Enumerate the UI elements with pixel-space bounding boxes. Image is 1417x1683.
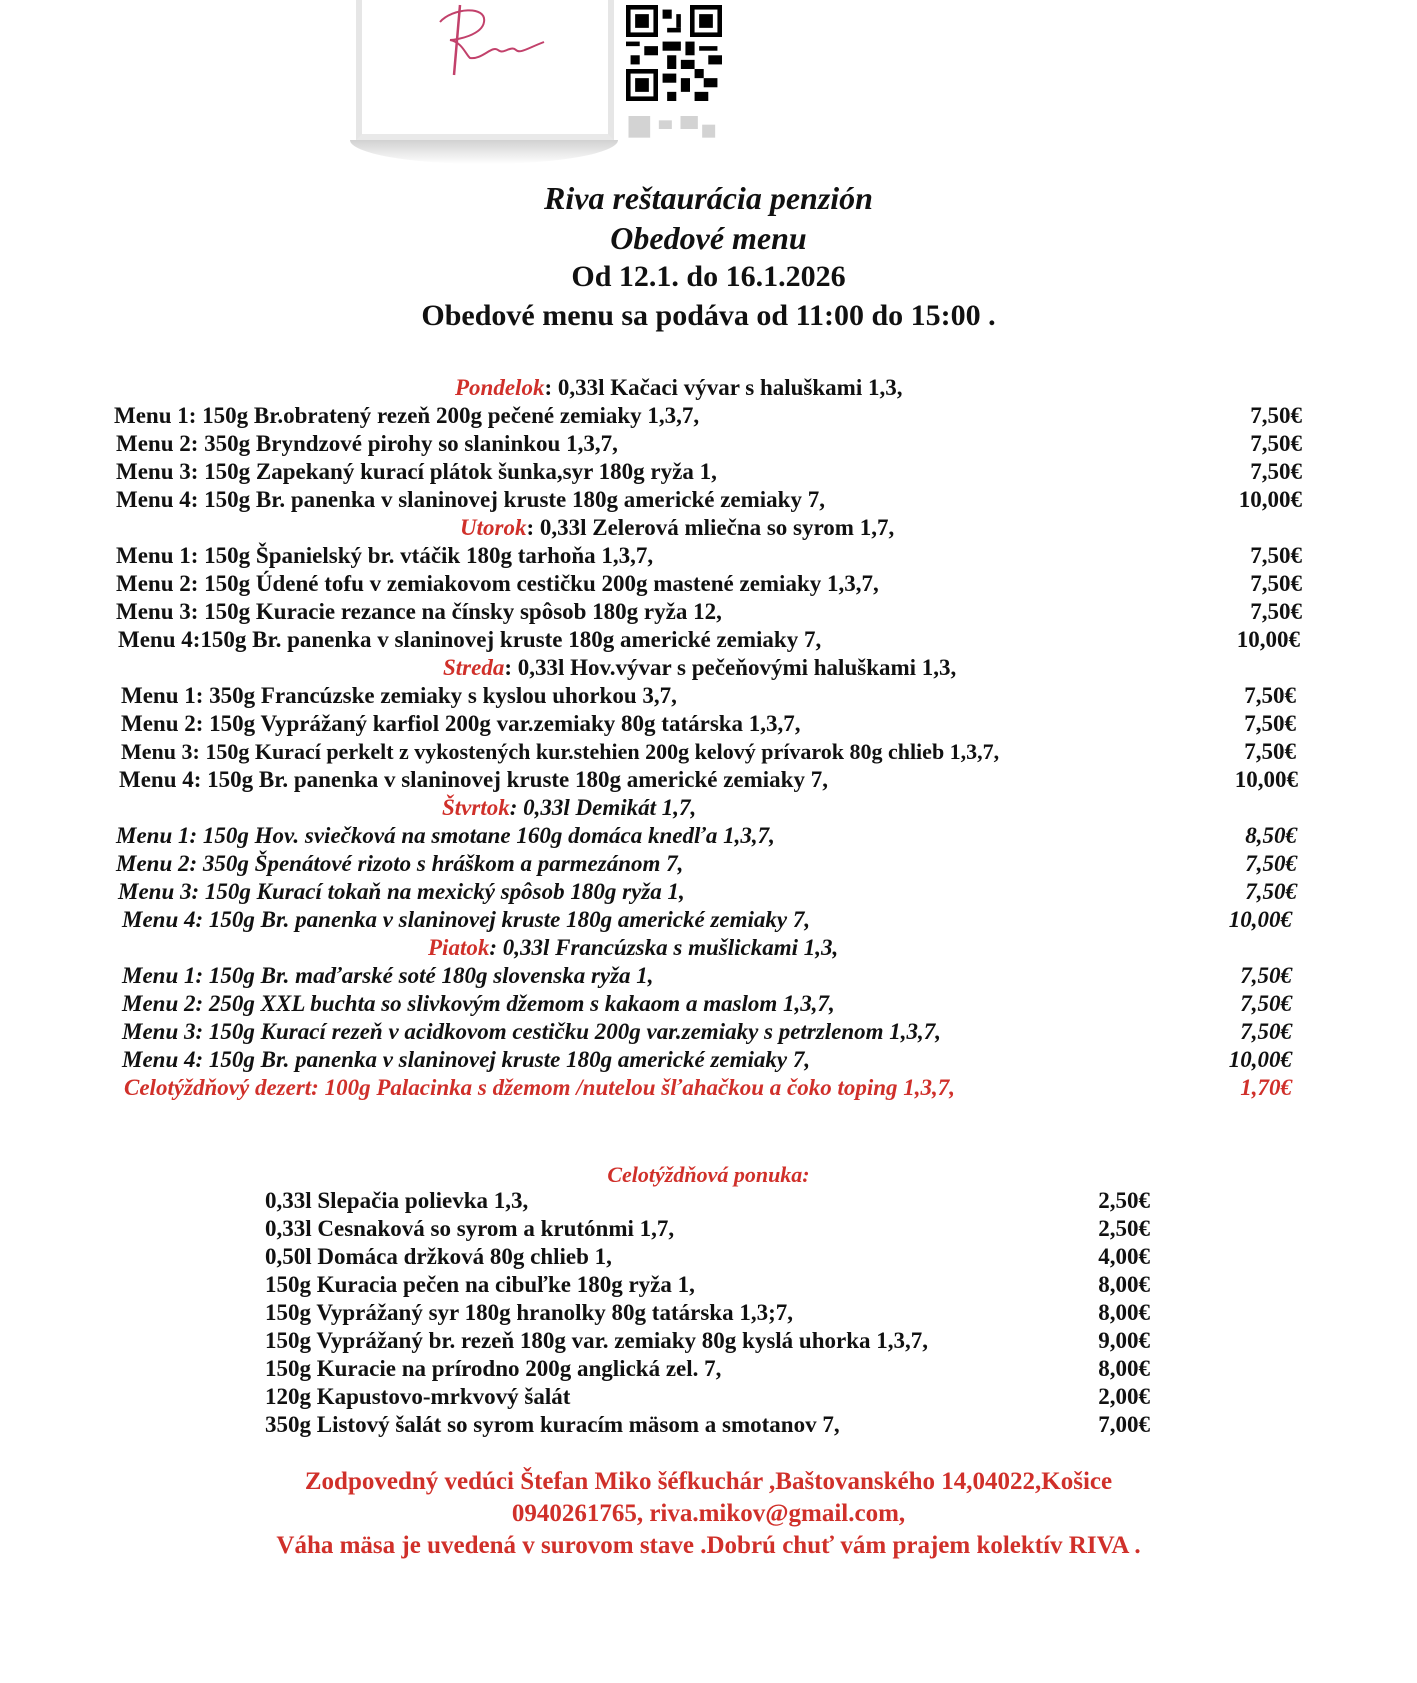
day-header-monday	[455, 375, 902, 401]
menu-item: Menu 4: 150g Br. panenka v slaninovej kruste 180g americké zemiaky 7,	[119, 767, 828, 792]
menu-item: Menu 1: 150g Španielský br. vtáčik 180g tarhoňa 1,3,7,	[116, 543, 654, 568]
weekly-item: 150g Kuracia pečen na cibuľke 180g ryža 1,	[265, 1272, 695, 1297]
menu-item: Menu 4: 150g Br. panenka v slaninovej kruste 180g americké zemiaky 7,	[122, 907, 811, 932]
date-range: Od 12.1. do 16.1.2026	[571, 260, 846, 293]
day-header-tuesday	[460, 515, 894, 541]
weekly-item: 0,33l Cesnaková so syrom a krutónmi 1,7,	[265, 1216, 675, 1241]
menu-subtitle: Obedové menu	[610, 220, 807, 256]
menu-price: 7,50€	[1244, 711, 1296, 736]
menu-item: Menu 2: 350g Špenátové rizoto s hráškom a parmezánom 7,	[116, 851, 684, 876]
day-name: Streda	[443, 655, 505, 680]
menu-price: 10,00€	[1238, 487, 1302, 512]
weekly-price: 4,00€	[1098, 1244, 1150, 1269]
menu-item: Menu 3: 150g Kurací perkelt z vykostených kur.stehien 200g kelový prívarok 80g chlieb 1,3,7,	[121, 739, 1000, 764]
menu-item: Menu 2: 250g XXL buchta so slivkovým džemom s kakaom a maslom 1,3,7,	[122, 991, 835, 1016]
weekly-item: 350g Listový šalát so syrom kuracím mäsom a smotanov 7,	[265, 1412, 840, 1437]
weekly-price: 2,50€	[1098, 1188, 1150, 1213]
logo-shadow	[350, 140, 618, 164]
menu-price: 8,50€	[1245, 823, 1297, 848]
menu-item: Menu 1: 150g Hov. sviečková na smotane 160g domáca knedľa 1,3,7,	[116, 823, 775, 848]
menu-price: 7,50€	[1240, 991, 1292, 1016]
menu-item: Menu 3: 150g Kurací rezeň v acidkovom cestičku 200g var.zemiaky s petrzlenom 1,3,7,	[122, 1019, 942, 1044]
weekly-item: 0,50l Domáca držková 80g chlieb 1,	[265, 1244, 612, 1269]
soup: : 0,33l Zelerová mliečna so syrom 1,7,	[526, 515, 895, 540]
menu-price: 7,50€	[1240, 1019, 1292, 1044]
day-name: Štvrtok	[442, 795, 510, 820]
menu-price: 7,50€	[1245, 851, 1297, 876]
menu-price: 7,50€	[1250, 403, 1302, 428]
footer-responsible: Zodpovedný vedúci Štefan Miko šéfkuchár ,Baštovanského 14,04022,Košice	[304, 1468, 1113, 1495]
weekly-price: 8,00€	[1098, 1300, 1150, 1325]
soup: : 0,33l Demikát 1,7,	[509, 795, 697, 820]
qr-code-icon[interactable]	[626, 4, 722, 102]
footer-contact: 0940261765, riva.mikov@gmail.com,	[511, 1500, 906, 1527]
menu-price: 7,50€	[1244, 739, 1296, 764]
weekly-price: 8,00€	[1098, 1272, 1150, 1297]
day-name: Pondelok	[455, 375, 545, 400]
soup: : 0,33l Kačaci vývar s haluškami 1,3,	[544, 375, 903, 400]
menu-price: 7,50€	[1250, 431, 1302, 456]
menu-item: Menu 1: 150g Br.obratený rezeň 200g pečené zemiaky 1,3,7,	[114, 403, 700, 428]
menu-price: 7,50€	[1250, 543, 1302, 568]
menu-price: 10,00€	[1228, 1047, 1292, 1072]
menu-price: 7,50€	[1250, 599, 1302, 624]
menu-price: 10,00€	[1236, 627, 1300, 652]
soup: : 0,33l Francúzska s mušlickami 1,3,	[489, 935, 839, 960]
logo-card	[356, 0, 614, 140]
weekly-dessert: Celotýždňový dezert: 100g Palacinka s džemom /nutelou šľahačkou a čoko toping 1,3,7,	[124, 1075, 956, 1100]
day-header-friday	[428, 935, 838, 961]
menu-price: 7,50€	[1244, 683, 1296, 708]
menu-price: 10,00€	[1234, 767, 1298, 792]
weekly-price: 2,50€	[1098, 1216, 1150, 1241]
footer-note: Váha mäsa je uvedená v surovom stave .Dobrú chuť vám prajem kolektív RIVA .	[276, 1532, 1141, 1559]
weekly-item: 150g Vyprážaný br. rezeň 180g var. zemiaky 80g kyslá uhorka 1,3,7,	[265, 1328, 929, 1353]
weekly-price: 7,00€	[1098, 1412, 1150, 1437]
weekly-offer-heading: Celotýždňová ponuka:	[607, 1162, 810, 1187]
weekly-item: 120g Kapustovo-mrkvový šalát	[265, 1384, 571, 1409]
menu-item: Menu 3: 150g Kuracie rezance na čínsky spôsob 180g ryža 12,	[116, 599, 722, 624]
day-name: Utorok	[460, 515, 527, 540]
menu-price: 7,50€	[1240, 963, 1292, 988]
menu-item: Menu 3: 150g Zapekaný kurací plátok šunka,syr 180g ryža 1,	[116, 459, 717, 484]
menu-item: Menu 4:150g Br. panenka v slaninovej kruste 180g americké zemiaky 7,	[118, 627, 822, 652]
day-header-thursday	[442, 795, 696, 821]
day-name: Piatok	[428, 935, 490, 960]
menu-item: Menu 1: 150g Br. maďarské soté 180g slovenska ryža 1,	[122, 963, 654, 988]
menu-item: Menu 2: 350g Bryndzové pirohy so slaninkou 1,3,7,	[116, 431, 618, 456]
serving-hours: Obedové menu sa podáva od 11:00 do 15:00 .	[421, 299, 996, 332]
menu-item: Menu 4: 150g Br. panenka v slaninovej kruste 180g americké zemiaky 7,	[116, 487, 825, 512]
menu-item: Menu 2: 150g Vyprážaný karfiol 200g var.zemiaky 80g tatárska 1,3,7,	[121, 711, 801, 736]
menu-price: 7,50€	[1245, 879, 1297, 904]
menu-price: 7,50€	[1250, 459, 1302, 484]
menu-price: 10,00€	[1228, 907, 1292, 932]
weekly-price: 2,00€	[1098, 1384, 1150, 1409]
menu-item: Menu 4: 150g Br. panenka v slaninovej kruste 180g americké zemiaky 7,	[122, 1047, 811, 1072]
menu-item: Menu 3: 150g Kurací tokaň na mexický spôsob 180g ryža 1,	[118, 879, 685, 904]
weekly-item: 150g Kuracie na prírodno 200g anglická zel. 7,	[265, 1356, 722, 1381]
weekly-item: 0,33l Slepačia polievka 1,3,	[265, 1188, 529, 1213]
weekly-price: 9,00€	[1098, 1328, 1150, 1353]
day-header-wednesday	[443, 655, 956, 681]
weekly-price: 8,00€	[1098, 1356, 1150, 1381]
riva-script-logo-icon	[432, 0, 552, 80]
menu-item: Menu 2: 150g Údené tofu v zemiakovom cestičku 200g mastené zemiaky 1,3,7,	[116, 571, 879, 596]
menu-item: Menu 1: 350g Francúzske zemiaky s kyslou uhorkou 3,7,	[121, 683, 677, 708]
weekly-item: 150g Vyprážaný syr 180g hranolky 80g tatárska 1,3;7,	[265, 1300, 793, 1325]
restaurant-title: Riva reštaurácia penzión	[544, 180, 873, 216]
qr-reflection	[626, 116, 722, 142]
soup: : 0,33l Hov.vývar s pečeňovými haluškami 1,3,	[504, 655, 957, 680]
menu-price: 7,50€	[1250, 571, 1302, 596]
dessert-price: 1,70€	[1240, 1075, 1292, 1100]
